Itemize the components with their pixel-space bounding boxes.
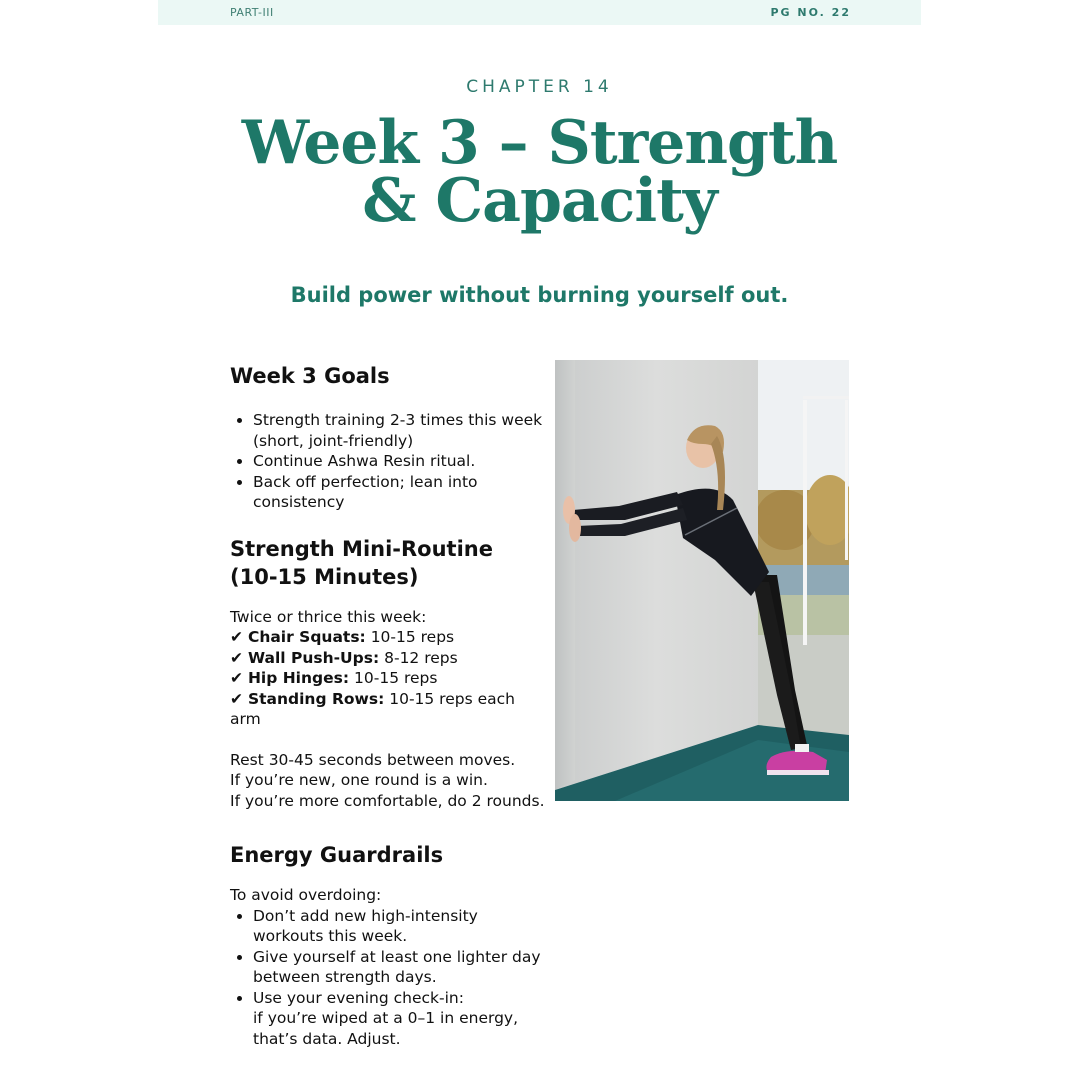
exercise-reps: 8-12 reps [384, 648, 458, 667]
routine-heading [230, 535, 550, 591]
checkmark-icon: ✔ [230, 628, 243, 646]
title-line-2: & Capacity [362, 166, 717, 236]
list-item: • Give yourself at least one lighter day between strength days. [253, 947, 550, 988]
checkmark-icon: ✔ [230, 648, 243, 667]
tagline: Build power without burning yourself out. [290, 283, 789, 307]
exercise-photo [555, 360, 849, 801]
guardrails-list [230, 906, 550, 1050]
exercise-name: Chair Squats: [247, 628, 366, 646]
routine-body [230, 607, 550, 730]
exercise-name: Wall Push-Ups: [247, 648, 380, 667]
exercise-item [230, 689, 550, 730]
exercise-name: Standing Rows: [247, 689, 385, 708]
routine-heading-line-2: (10-15 Minutes) [230, 564, 419, 589]
routine-intro: Twice or thrice this week: [230, 607, 427, 626]
guardrails-body [230, 885, 550, 1049]
exercise-reps: 10-15 reps [370, 628, 455, 646]
title-line-1: Week 3 – Strength [241, 108, 838, 178]
routine-notes [230, 750, 550, 812]
page-title [158, 108, 921, 236]
list-item-text: Use your evening check-in: [253, 988, 464, 1007]
routine-note: If you’re new, one round is a win. [230, 771, 488, 789]
routine-note: Rest 30-45 seconds between moves. [230, 750, 516, 769]
goals-heading: Week 3 Goals [230, 364, 390, 388]
routine-note: If you’re more comfortable, do 2 rounds. [230, 791, 545, 810]
checkmark-icon: ✔ [230, 689, 243, 708]
list-item-continuation: if you’re wiped at a 0–1 in energy, that’s data. Adjust. [253, 1009, 519, 1048]
exercise-item [230, 648, 550, 669]
list-item: • Strength training 2-3 times this week (short, joint-friendly) [253, 410, 550, 451]
guardrails-intro: To avoid overdoing: [230, 886, 382, 904]
goals-list [230, 410, 550, 513]
list-item: • Back off perfection; lean into consistency [253, 472, 550, 513]
exercise-name: Hip Hinges: [247, 669, 350, 687]
exercise-item [230, 668, 550, 689]
guardrails-heading: Energy Guardrails [230, 843, 444, 867]
part-label: PART-III [230, 6, 274, 19]
list-item [253, 988, 550, 1050]
wall-pushup-illustration [555, 360, 849, 801]
routine-heading-line-1: Strength Mini-Routine [230, 536, 493, 561]
list-item: • Don’t add new high-intensity workouts this week. [253, 906, 550, 947]
exercise-reps: 10-15 reps [354, 669, 438, 687]
exercise-item [230, 627, 550, 648]
page [158, 0, 921, 1080]
exercise-reps: 10-15 reps each arm [230, 689, 515, 728]
list-item: • Continue Ashwa Resin ritual. [253, 451, 550, 472]
chapter-label: CHAPTER 14 [466, 77, 613, 97]
page-header [158, 0, 921, 25]
page-number: PG NO. 22 [770, 6, 851, 19]
checkmark-icon: ✔ [230, 669, 243, 687]
main-content [230, 360, 550, 1049]
